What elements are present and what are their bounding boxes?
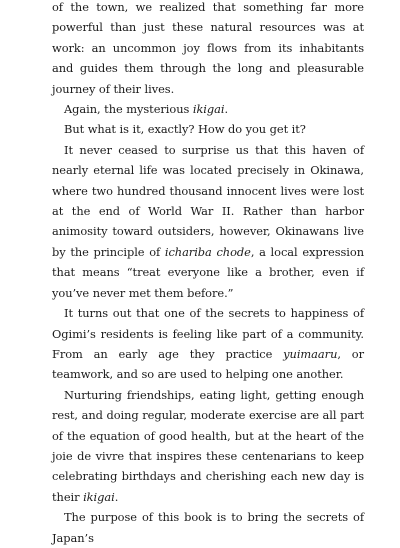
text-span: It never ceased to surprise us that this haven of nearly eternal life was located precisely in Okinawa, where two hundred thousand innocent lives were lost at the end of World War II. Rather than harbor animosity toward outsiders, however, Okinawans live by the principle of: [52, 142, 364, 259]
body-text: [52, 0, 364, 548]
paragraph-community: [52, 303, 364, 385]
text-span: .: [224, 102, 229, 117]
paragraph-question: [52, 119, 364, 139]
text-span: It turns out that one of the secrets to happiness of Ogimi’s residents is feeling like part of a community. From an early age they practice: [52, 306, 364, 361]
italic-term-ichariba-chode: ichariba chode: [164, 244, 251, 259]
paragraph-health: [52, 385, 364, 507]
text-span: Nurturing friendships, eating light, getting enough rest, and doing regular, moderate exercise are all part of the equation of good health, but at the heart of the joie de vivre that inspires these centenarians to keep celebrating birthdays and cherishing each new day is their: [52, 387, 364, 504]
paragraph-okinawa: [52, 140, 364, 303]
paragraph-purpose: [52, 507, 364, 548]
text-span: , a local expression that means “treat everyone like a brother, even if you’ve never met them before.”: [52, 244, 364, 300]
paragraph-ikigai-mysterious: [52, 99, 364, 119]
italic-term-ikigai: ikigai: [192, 102, 225, 117]
italic-term-ikigai: ikigai: [83, 489, 115, 504]
text-span: , or teamwork, and so are used to helping one another.: [52, 346, 364, 382]
text-span: .: [114, 489, 119, 504]
italic-term-yuimaaru: yuimaaru: [283, 346, 338, 361]
text-span: Again, the mysterious: [64, 102, 193, 117]
text-span: But what is it, exactly? How do you get it?: [64, 122, 306, 137]
text-span: of the town, we realized that something far more powerful than just these natural resources was at work: an uncommon joy flows from its inhabitants and guides them through the long and pleasurable journey of their lives.: [52, 0, 364, 96]
text-span: The purpose of this book is to bring the secrets of Japan’s: [52, 510, 364, 545]
paragraph-continuation: [52, 0, 364, 99]
